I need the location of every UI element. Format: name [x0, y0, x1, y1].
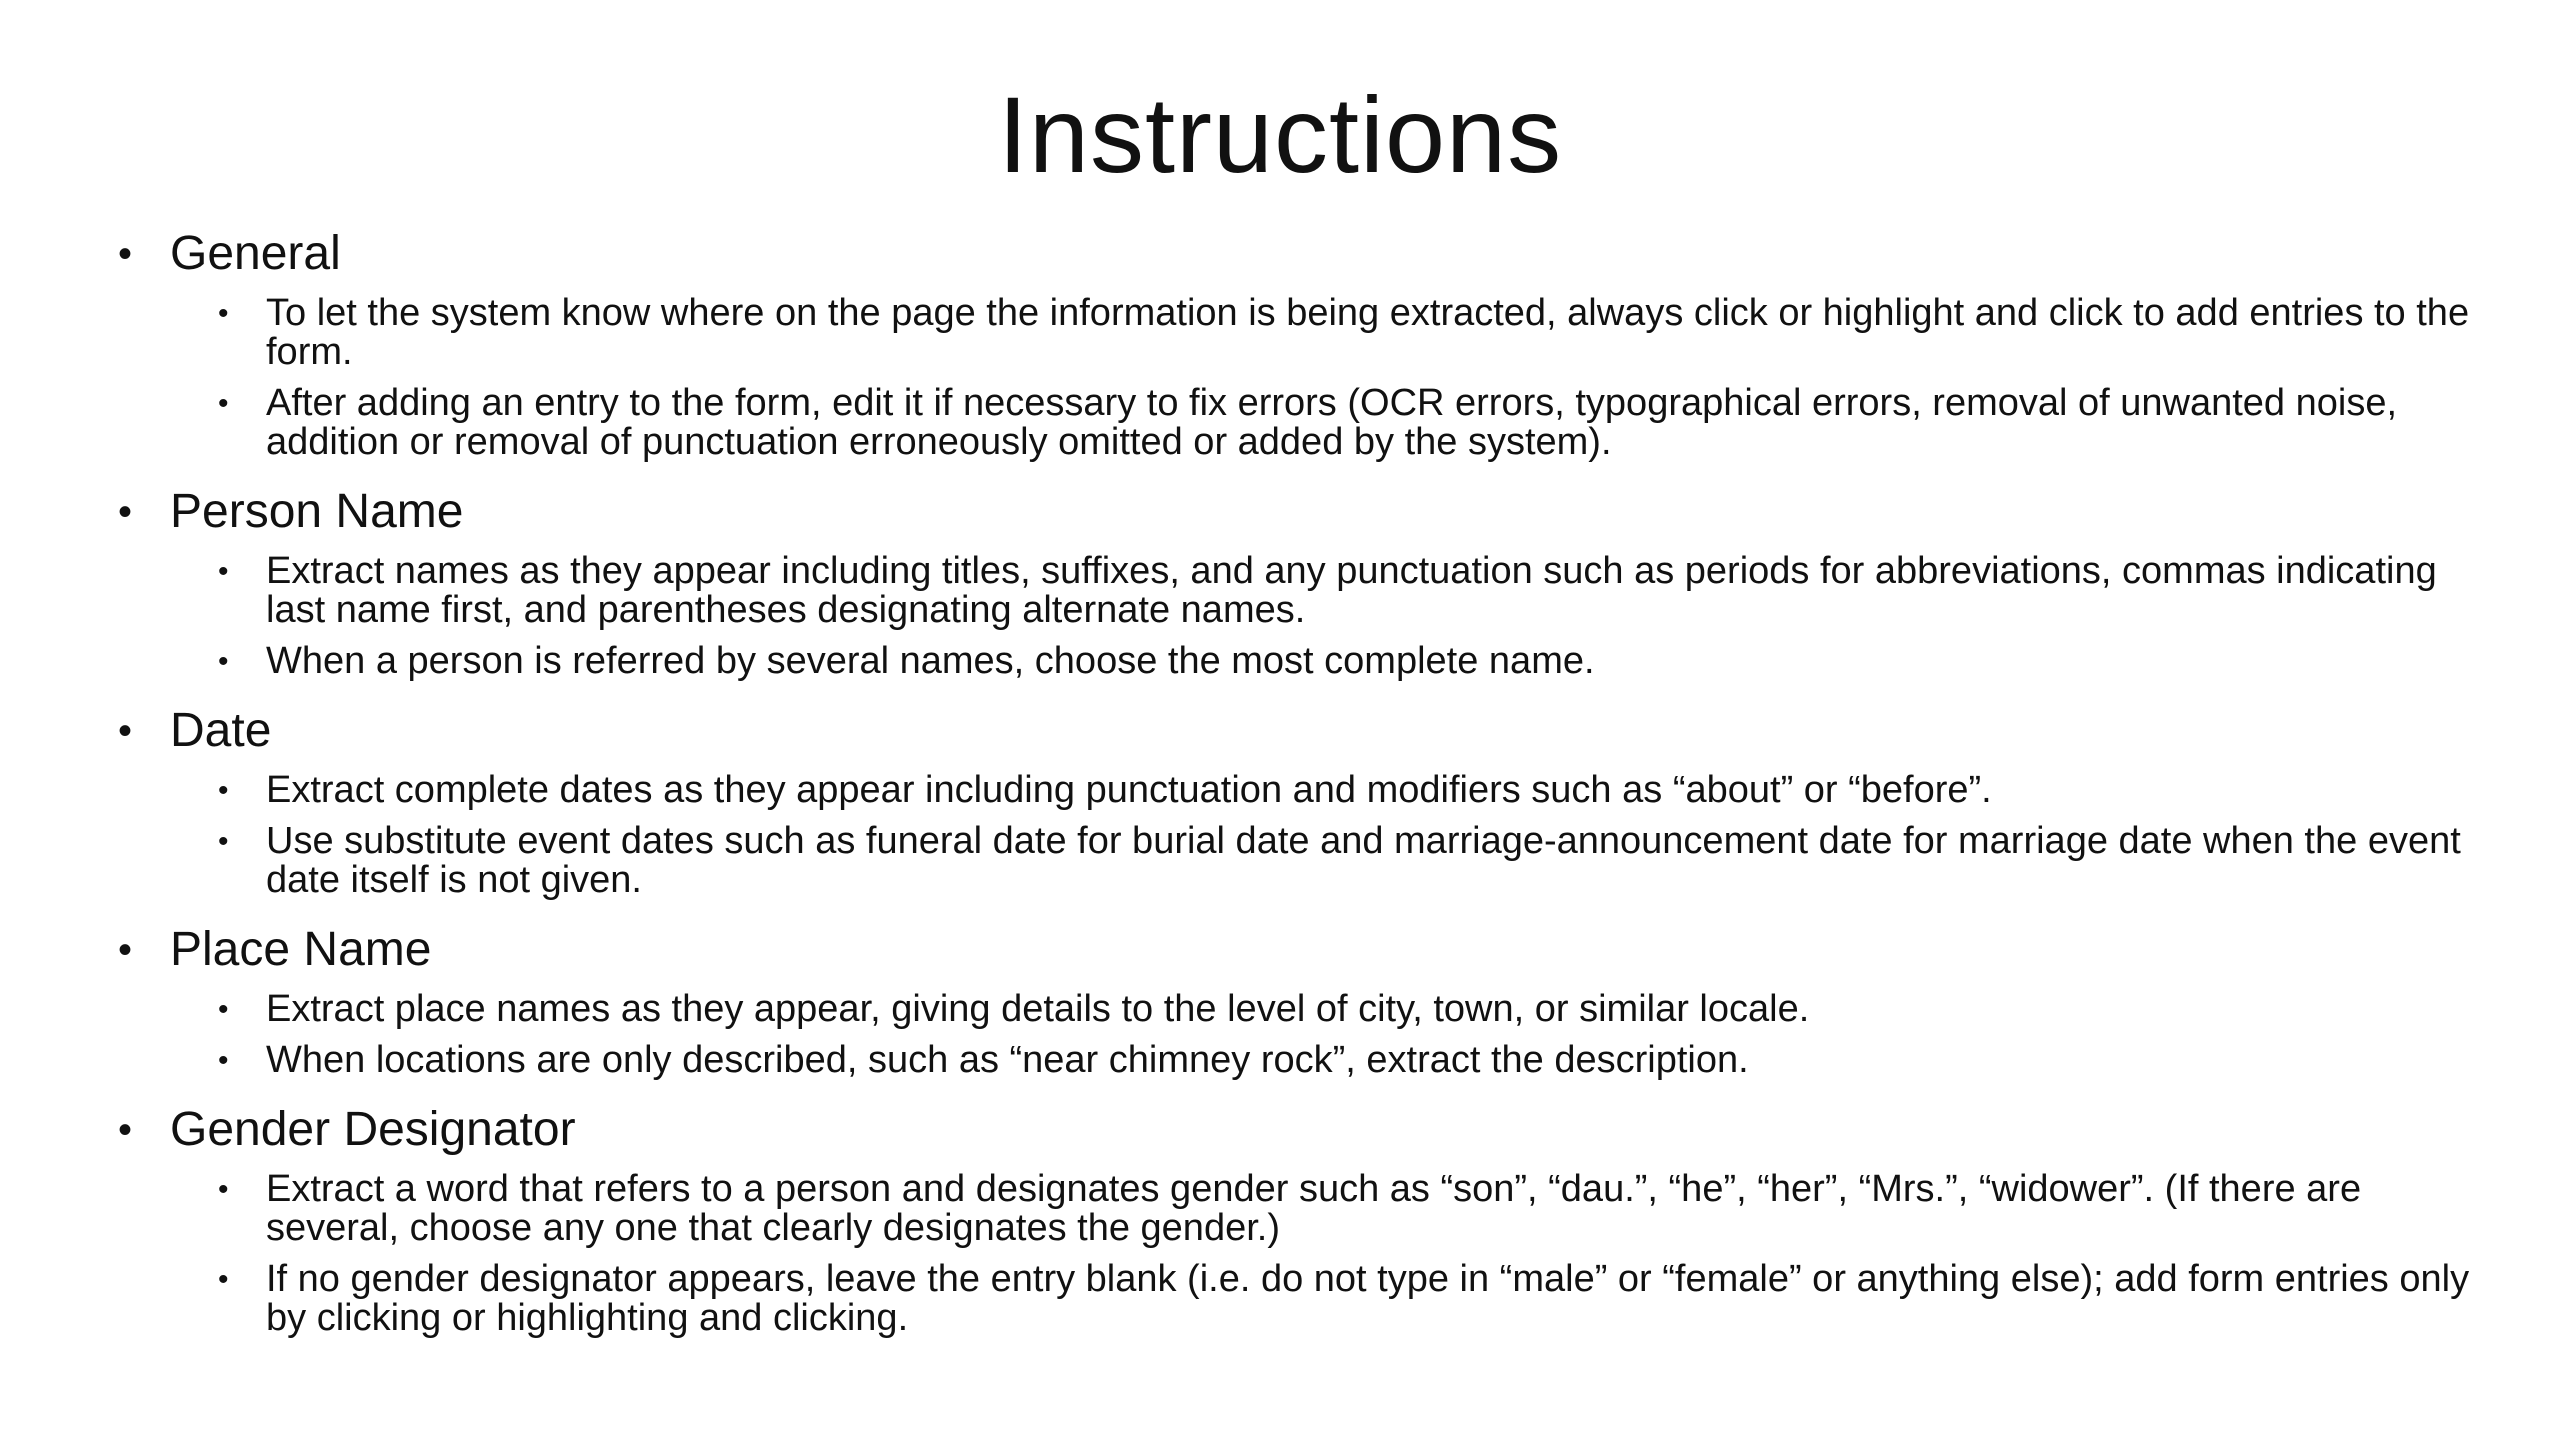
- section-place-name: [112, 918, 2472, 1080]
- list-item: [112, 552, 2472, 630]
- item-text: Extract names as they appear including titles, suffixes, and any punctuation such as periods for abbreviations, commas indicating last name first, and parentheses designating alternate names.: [266, 550, 2437, 631]
- item-text: After adding an entry to the form, edit it if necessary to fix errors (OCR errors, typographical errors, removal of unwanted noise, addition or removal of punctuation erroneously omitted or added by the system).: [266, 382, 2398, 463]
- bullet-icon: •: [218, 555, 229, 588]
- bullet-icon: •: [218, 774, 229, 807]
- list-item: [112, 384, 2472, 462]
- sub-list: [112, 771, 2472, 900]
- item-text: Extract complete dates as they appear including punctuation and modifiers such as “about” or “before”.: [266, 769, 1992, 811]
- sub-list: [112, 990, 2472, 1080]
- list-item: [112, 822, 2472, 900]
- item-text: To let the system know where on the page the information is being extracted, always click or highlight and click to add entries to the form.: [266, 292, 2470, 373]
- section-general: [112, 222, 2472, 462]
- item-text: Extract place names as they appear, giving details to the level of city, town, or similar locale.: [266, 988, 1810, 1030]
- bullet-icon: •: [118, 928, 133, 972]
- list-item: [112, 990, 2472, 1029]
- bullet-icon: •: [118, 490, 133, 534]
- item-text: When locations are only described, such as “near chimney rock”, extract the description.: [266, 1039, 1749, 1081]
- sub-list: [112, 552, 2472, 681]
- bullet-icon: •: [118, 709, 133, 753]
- section-gender-designator: [112, 1098, 2472, 1338]
- bullet-icon: •: [218, 1173, 229, 1206]
- item-text: When a person is referred by several names, choose the most complete name.: [266, 640, 1595, 682]
- bullet-icon: •: [218, 1263, 229, 1296]
- bullet-icon: •: [218, 993, 229, 1026]
- bullet-icon: •: [218, 387, 229, 420]
- section-person-name: [112, 480, 2472, 681]
- item-text: Use substitute event dates such as funeral date for burial date and marriage-announcement date for marriage date when the event date itself is not given.: [266, 820, 2461, 901]
- item-text: Extract a word that refers to a person and designates gender such as “son”, “dau.”, “he”, “her”, “Mrs.”, “widower”. (If there are several, choose any one that clearly designates the gender.): [266, 1168, 2362, 1249]
- section-heading: General: [170, 227, 341, 280]
- bullet-icon: •: [218, 645, 229, 678]
- list-item: [112, 1041, 2472, 1080]
- list-item: [112, 1170, 2472, 1248]
- item-text: If no gender designator appears, leave the entry blank (i.e. do not type in “male” or “female” or anything else); add form entries only by clicking or highlighting and clicking.: [266, 1258, 2470, 1339]
- sub-list: [112, 294, 2472, 462]
- section-heading: Gender Designator: [170, 1103, 576, 1156]
- section-heading: Date: [170, 704, 272, 757]
- bullet-icon: •: [218, 825, 229, 858]
- bullet-icon: •: [118, 1108, 133, 1152]
- bullet-icon: •: [218, 1044, 229, 1077]
- section-date: [112, 699, 2472, 900]
- list-item: [112, 1260, 2472, 1338]
- instructions-list: [112, 222, 2472, 1356]
- section-heading: Place Name: [170, 923, 432, 976]
- slide-title: Instructions: [997, 74, 1563, 195]
- sub-list: [112, 1170, 2472, 1338]
- section-heading: Person Name: [170, 485, 464, 538]
- list-item: [112, 642, 2472, 681]
- list-item: [112, 771, 2472, 810]
- bullet-icon: •: [218, 297, 229, 330]
- bullet-icon: •: [118, 232, 133, 276]
- list-item: [112, 294, 2472, 372]
